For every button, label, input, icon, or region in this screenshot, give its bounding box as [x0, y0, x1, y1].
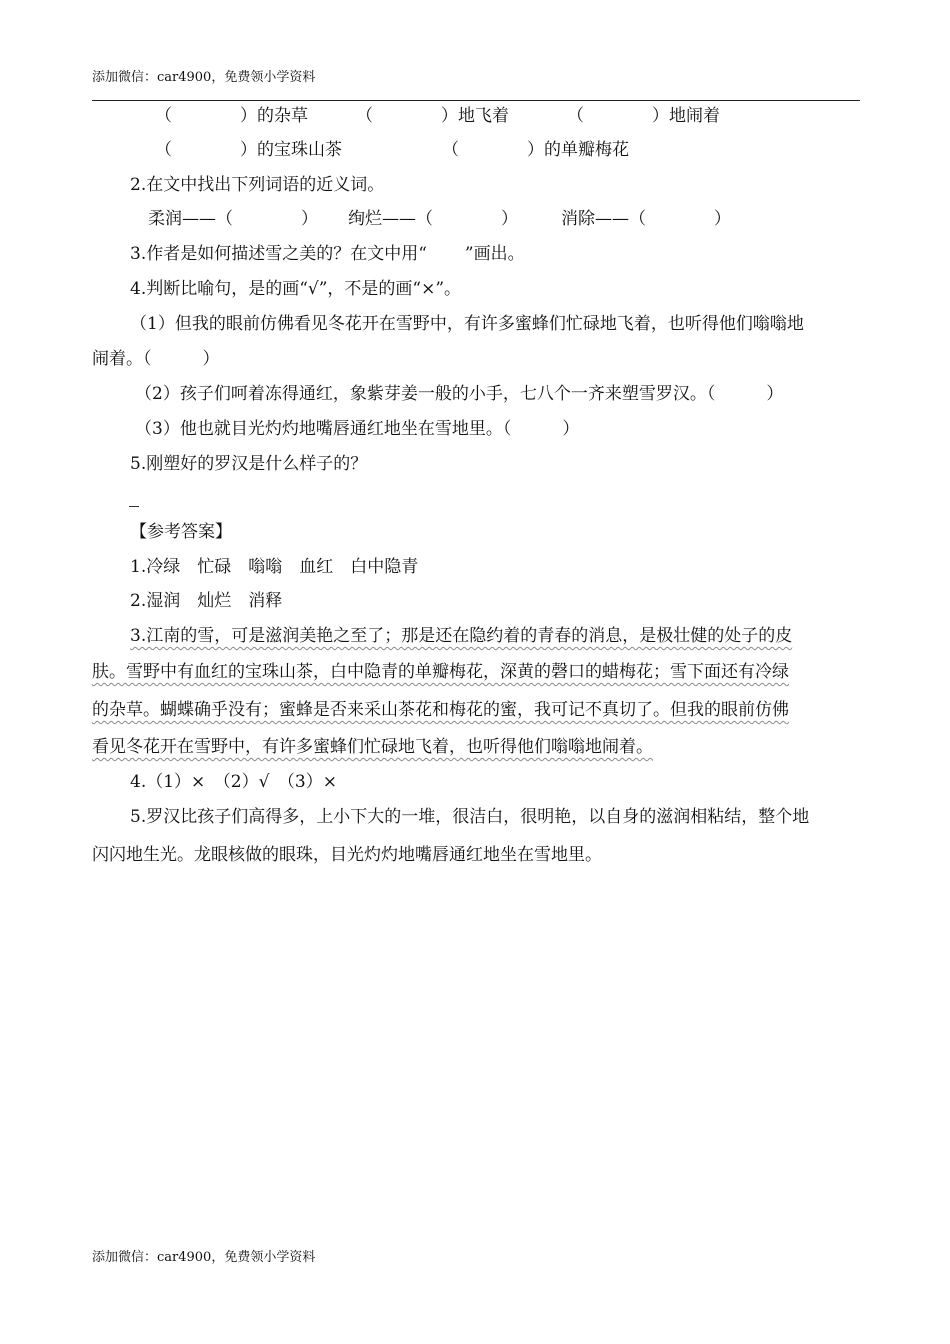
q3-prompt	[130, 243, 525, 265]
header-watermark: 添加微信：car4900，免费领小学资料	[92, 70, 316, 85]
answer-3-line2: 肤。雪野中有血红的宝珠山茶，白中隐青的单瓣梅花，深黄的磬口的蜡梅花；雪下面还有冷绿	[92, 662, 789, 682]
answer-line	[129, 506, 139, 507]
answer-1: 1.冷绿 忙碌 嗡嗡 血红 白中隐青	[130, 557, 419, 577]
q4-sentence-1-line1: （1）但我的眼前仿佛看见冬花开在雪野中，有许多蜜蜂们忙碌地飞着，也听得他们嗡嗡地	[130, 314, 804, 334]
blank-flying: （ ）地飞着	[356, 106, 509, 126]
answer-2: 2.湿润 灿烂 消释	[130, 591, 283, 611]
q2-item-1: 柔润——（ ）	[148, 209, 318, 229]
q4-sentence-2: （2）孩子们呵着冻得通红，象紫芽姜一般的小手，七八个一齐来塑雪罗汉。（ ）	[135, 384, 784, 404]
blank-camellia: （ ）的宝珠山茶	[155, 140, 342, 160]
q4-prompt: 4.判断比喻句，是的画“√”，不是的画“×”。	[130, 279, 462, 299]
q4-sentence-1-line2: 闹着。（ ）	[92, 349, 220, 369]
q2-prompt: 2.在文中找出下列词语的近义词。	[130, 175, 385, 195]
answer-5-line1: 5.罗汉比孩子们高得多，上小下大的一堆，很洁白，很明艳，以自身的滋润相粘结，整个地	[130, 807, 810, 827]
answers-heading: 【参考答案】	[130, 522, 232, 542]
blank-plum: （ ）的单瓣梅花	[442, 140, 629, 160]
answer-3-line4: 看见冬花开在雪野中，有许多蜜蜂们忙碌地飞着，也听得他们嗡嗡地闹着。	[92, 737, 653, 757]
wavy-underline-sample	[427, 243, 465, 265]
answer-3-line3: 的杂草。蝴蝶确乎没有；蜜蜂是否来采山茶花和梅花的蜜，我可记不真切了。但我的眼前仿佛	[92, 700, 789, 720]
footer-watermark: 添加微信：car4900，免费领小学资料	[92, 1250, 316, 1265]
q3-prompt-b: ”画出。	[464, 244, 525, 264]
blank-buzzing: （ ）地闹着	[567, 106, 720, 126]
header-divider	[92, 100, 860, 101]
q2-item-2: 绚烂——（ ）	[348, 209, 518, 229]
q5-prompt: 5.刚塑好的罗汉是什么样子的？	[130, 454, 368, 474]
q2-item-3: 消除——（ ）	[561, 209, 731, 229]
blank-weeds: （ ）的杂草	[155, 106, 308, 126]
answer-4: 4.（1）× （2）√ （3）×	[130, 772, 337, 792]
answer-5-line2: 闪闪地生光。龙眼核做的眼珠，目光灼灼地嘴唇通红地坐在雪地里。	[92, 845, 602, 865]
q3-prompt-a: 3.作者是如何描述雪之美的？在文中用“	[130, 244, 427, 264]
q4-sentence-3: （3）他也就目光灼灼地嘴唇通红地坐在雪地里。（ ）	[135, 419, 580, 439]
answer-3-line1: 3.江南的雪，可是滋润美艳之至了；那是还在隐约着的青春的消息，是极壮健的处子的皮	[130, 626, 793, 646]
